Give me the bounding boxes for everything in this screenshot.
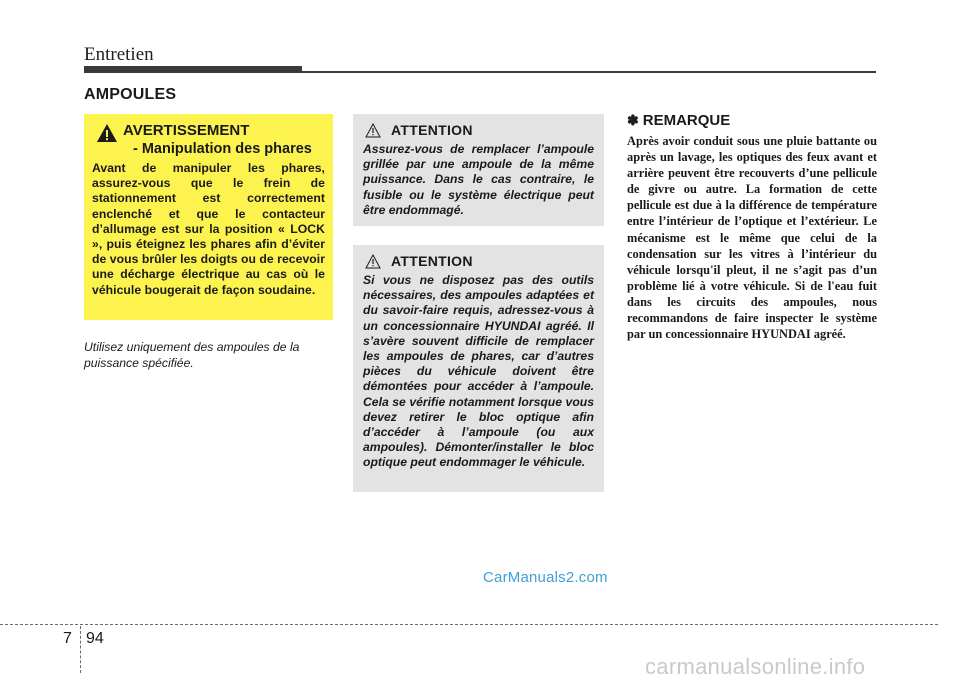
caution-box-2 (353, 245, 604, 492)
warning-triangle-icon (96, 123, 118, 143)
running-head: Entretien (84, 44, 154, 65)
caution-title-1: ATTENTION (391, 122, 473, 138)
watermark-link[interactable]: CarManuals2.com (483, 569, 608, 586)
remark-title (627, 112, 730, 129)
header-bar (84, 66, 302, 73)
chapter-number: 7 (63, 630, 72, 647)
warning-header (92, 122, 325, 158)
header-rule (302, 71, 876, 73)
remark-body: Après avoir conduit sous une pluie battante ou après un lavage, les optiques des feux avant et arrière peuvent être recouverts d’une pellicule de givre ou autre. La formation de cette pellicule est due à la différence de température entre l’intérieur de l’optique et l’extérieur. Le mécanisme est le même que celui de la condensation sur les vitres à l’intérieur du véhicule lorsqu'il pleut, il ne s’agit pas d’un problème lié à votre véhicule. Si de l'eau fuit dans les circuits des ampoules, nous recommandons de faire inspecter le système par un concessionnaire HYUNDAI agréé. (627, 134, 877, 342)
remark-title-text: REMARQUE (642, 112, 731, 129)
footer-rule (0, 624, 938, 625)
footer-divider (80, 626, 81, 673)
caution-header-2 (363, 253, 594, 269)
warning-title: AVERTISSEMENT (123, 122, 250, 139)
remark-star-icon: ✽ (627, 112, 639, 128)
caution-box-1 (353, 114, 604, 226)
caution-triangle-icon (365, 254, 381, 269)
bulb-spec-note: Utilisez uniquement des ampoules de la puissance spécifiée. (84, 340, 300, 370)
warning-subtitle: - Manipulation des phares (133, 141, 312, 157)
caution-triangle-icon (365, 123, 381, 138)
section-title: AMPOULES (84, 86, 177, 103)
warning-box (84, 114, 333, 320)
site-watermark[interactable]: carmanualsonline.info (645, 654, 866, 679)
page-number: 94 (86, 630, 104, 647)
warning-body: Avant de manipuler les phares, assurez-vous que le frein de stationnement est correctement enclenché et que le contacteur d’allumage est sur la position « LOCK », puis éteignez les phares afin d’éviter de vous brûler les doigts ou de recevoir une décharge électrique au cas où le véhicule bougerait de façon soudaine. (92, 161, 325, 297)
caution-body-1: Assurez-vous de remplacer l’ampoule grillée par une ampoule de la même puissance. Dans le cas contraire, le fusible ou le système électrique peut être endommagé. (363, 142, 594, 217)
caution-header-1 (363, 122, 594, 138)
caution-body-2: Si vous ne disposez pas des outils nécessaires, des ampoules adaptées et du savoir-faire requis, adressez-vous à un concessionnaire HYUNDAI agréé. Il s’avère souvent difficile de remplacer les ampoules de phares, car d’autres pièces du véhicule doivent être démontées pour accéder à l’ampoule. Cela se vérifie notamment lorsque vous devez retirer le bloc optique afin d’accéder à l’ampoule (ou aux ampoules). Démonter/installer le bloc optique peut endommager le véhicule. (363, 273, 594, 470)
caution-title-2: ATTENTION (391, 253, 473, 269)
